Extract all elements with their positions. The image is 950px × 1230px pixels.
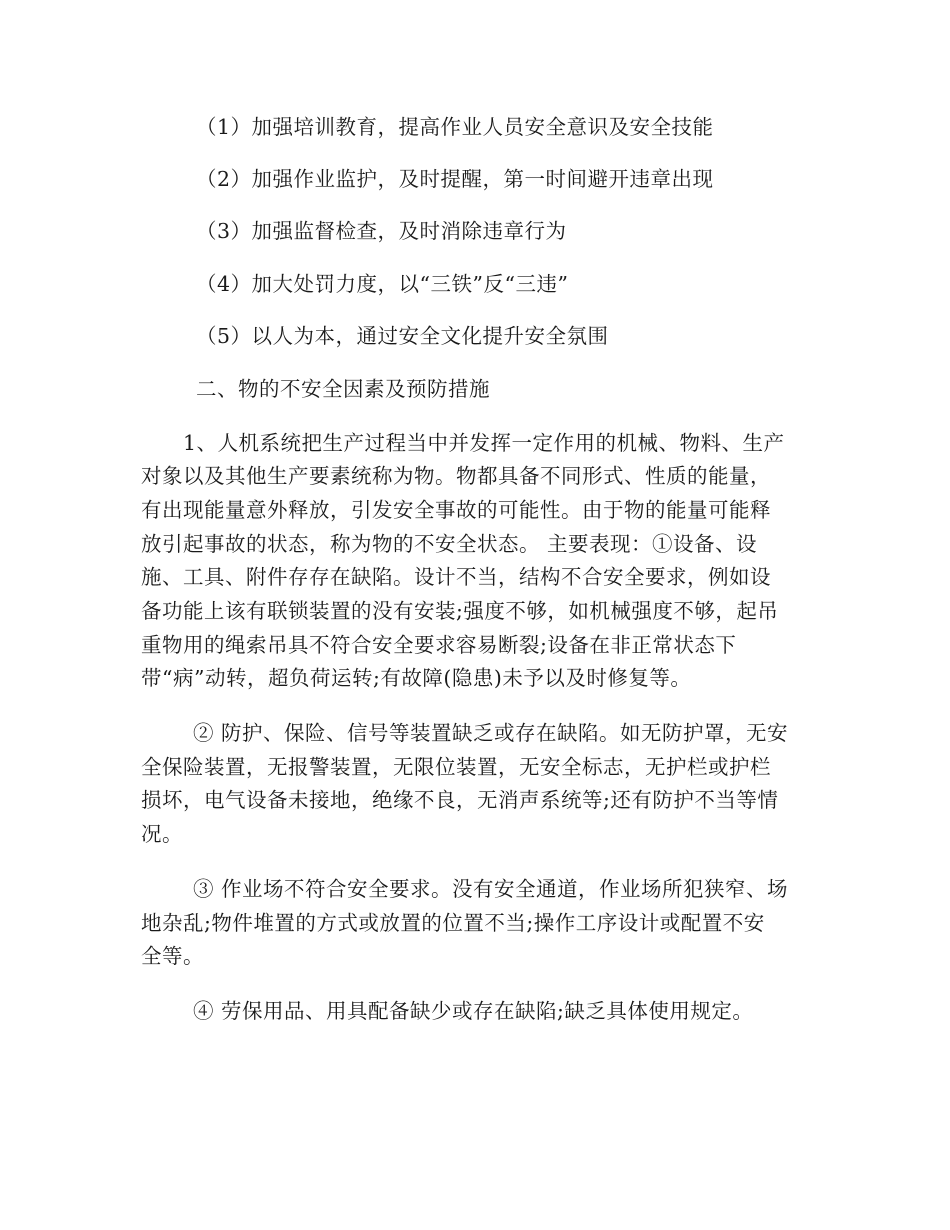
section-heading: 二、物的不安全因素及预防措施 <box>196 377 490 401</box>
paragraph-line: ④ 劳保用品、用具配备缺少或存在缺陷;缺乏具体使用规定。 <box>193 999 754 1023</box>
paragraph-line: 带“病”动转，超负荷运转;有故障(隐患)未予以及时修复等。 <box>141 666 692 690</box>
paragraph-line: 重物用的绳索吊具不符合安全要求容易断裂;设备在非正常状态下 <box>141 633 737 657</box>
paragraph-line: 全等。 <box>141 944 204 968</box>
list-item-4: （4）加大处罚力度，以“三铁”反“三违” <box>196 272 569 296</box>
paragraph-line: 施、工具、附件存存在缺陷。设计不当，结构不合安全要求，例如设 <box>141 565 771 589</box>
list-item-3: （3）加强监督检查，及时消除违章行为 <box>196 219 567 243</box>
paragraph-line: 损坏，电气设备未接地，绝缘不良，无消声系统等;还有防护不当等情 <box>141 788 779 812</box>
list-item-2: （2）加强作业监护，及时提醒，第一时间避开违章出现 <box>196 167 714 191</box>
paragraph-line: ③ 作业场不符合安全要求。没有安全通道，作业场所犯狭窄、场 <box>193 877 789 901</box>
paragraph-line: 备功能上该有联锁装置的没有安装;强度不够，如机械强度不够，起吊 <box>141 599 779 623</box>
paragraph-line: 1、人机系统把生产过程当中并发挥一定作用的机械、物料、生产 <box>183 431 785 455</box>
paragraph-line: 况。 <box>141 822 183 846</box>
paragraph-line: 放引起事故的状态，称为物的不安全状态。 主要表现：①设备、设 <box>141 532 758 556</box>
list-item-5: （5）以人为本，通过安全文化提升安全氛围 <box>196 324 609 348</box>
paragraph-line: 对象以及其他生产要素统称为物。物都具备不同形式、性质的能量， <box>141 464 771 488</box>
paragraph-line: 地杂乱;物件堆置的方式或放置的位置不当;操作工序设计或配置不安 <box>141 911 765 935</box>
paragraph-line: 全保险装置，无报警装置，无限位装置，无安全标志，无护栏或护栏 <box>141 755 771 779</box>
paragraph-line: ② 防护、保险、信号等装置缺乏或存在缺陷。如无防护罩，无安 <box>193 721 789 745</box>
list-item-1: （1）加强培训教育，提高作业人员安全意识及安全技能 <box>196 115 714 139</box>
paragraph-line: 有出现能量意外释放，引发安全事故的可能性。由于物的能量可能释 <box>141 498 771 522</box>
